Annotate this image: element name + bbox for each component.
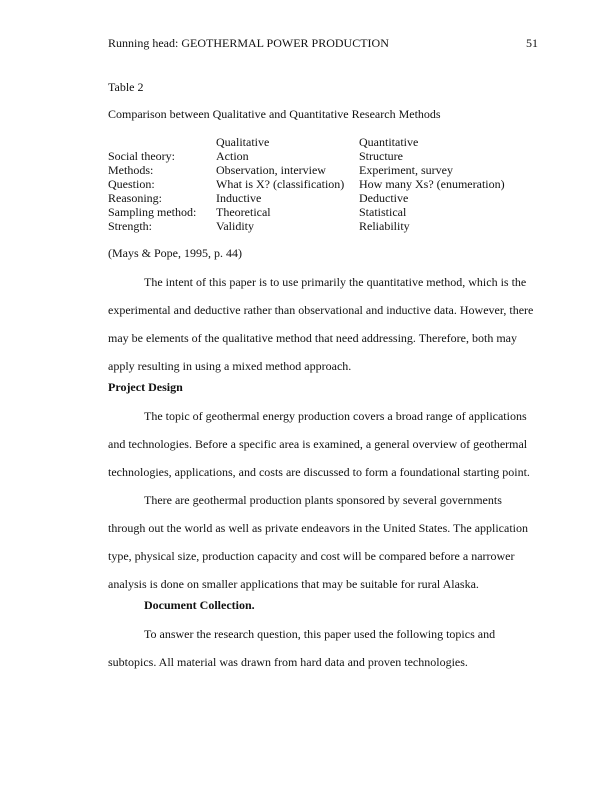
table-cell: Reasoning: (108, 191, 162, 205)
table-cell: Structure (359, 149, 403, 163)
heading-document-collection: Document Collection. (144, 598, 255, 612)
table-cell: Social theory: (108, 149, 175, 163)
table-header-cell: Quantitative (359, 135, 419, 149)
paragraph-line: and technologies. Before a specific area is examined, a general overview of geothermal (108, 437, 528, 451)
paragraph-line: experimental and deductive rather than observational and inductive data. However, there (108, 303, 534, 317)
table-cell: Experiment, survey (359, 163, 453, 177)
table-cell: Action (216, 149, 249, 163)
table-cell: Strength: (108, 219, 152, 233)
table-cell: Sampling method: (108, 205, 197, 219)
paragraph-line: There are geothermal production plants sponsored by several governments (144, 493, 502, 507)
paragraph-plants (108, 486, 528, 598)
table-cell: How many Xs? (enumeration) (359, 177, 505, 191)
paragraph-line: analysis is done on smaller applications that may be suitable for rural Alaska. (108, 577, 479, 591)
paragraph-line: subtopics. All material was drawn from hard data and proven technologies. (108, 655, 468, 669)
paragraph-topic (108, 402, 528, 486)
paragraph-line: The topic of geothermal energy production covers a broad range of applications (144, 409, 527, 423)
paragraph-line: apply resulting in using a mixed method approach. (108, 359, 352, 373)
paragraph-line: type, physical size, production capacity and cost will be compared before a narrower (108, 549, 515, 563)
table-cell: Statistical (359, 205, 407, 219)
table-cell: Validity (216, 219, 254, 233)
table-cell: Deductive (359, 191, 409, 205)
paragraph-research-question (108, 620, 528, 676)
table-cell: What is X? (classification) (216, 177, 345, 191)
table-label: Table 2 (108, 80, 144, 94)
table-citation: (Mays & Pope, 1995, p. 44) (108, 246, 242, 260)
table-cell: Question: (108, 177, 155, 191)
paragraph-line: To answer the research question, this paper used the following topics and (144, 627, 496, 641)
paragraph-line: The intent of this paper is to use primarily the quantitative method, which is the (144, 275, 527, 289)
paragraph-line: may be elements of the qualitative method that need addressing. Therefore, both may (108, 331, 517, 345)
paragraph-line: through out the world as well as private endeavors in the United States. The application (108, 521, 529, 535)
paragraph-intent (108, 268, 534, 380)
table-title: Comparison between Qualitative and Quantitative Research Methods (108, 107, 441, 121)
table-cell: Theoretical (216, 205, 271, 219)
table-cell: Methods: (108, 163, 154, 177)
table-cell: Inductive (216, 191, 262, 205)
table-cell: Observation, interview (216, 163, 326, 177)
table-cell: Reliability (359, 219, 410, 233)
running-head: Running head: GEOTHERMAL POWER PRODUCTION (108, 36, 389, 50)
heading-project-design: Project Design (108, 380, 183, 394)
table-header-cell: Qualitative (216, 135, 270, 149)
page-number: 51 (526, 36, 538, 50)
paragraph-line: technologies, applications, and costs are discussed to form a foundational starting point. (108, 465, 530, 479)
